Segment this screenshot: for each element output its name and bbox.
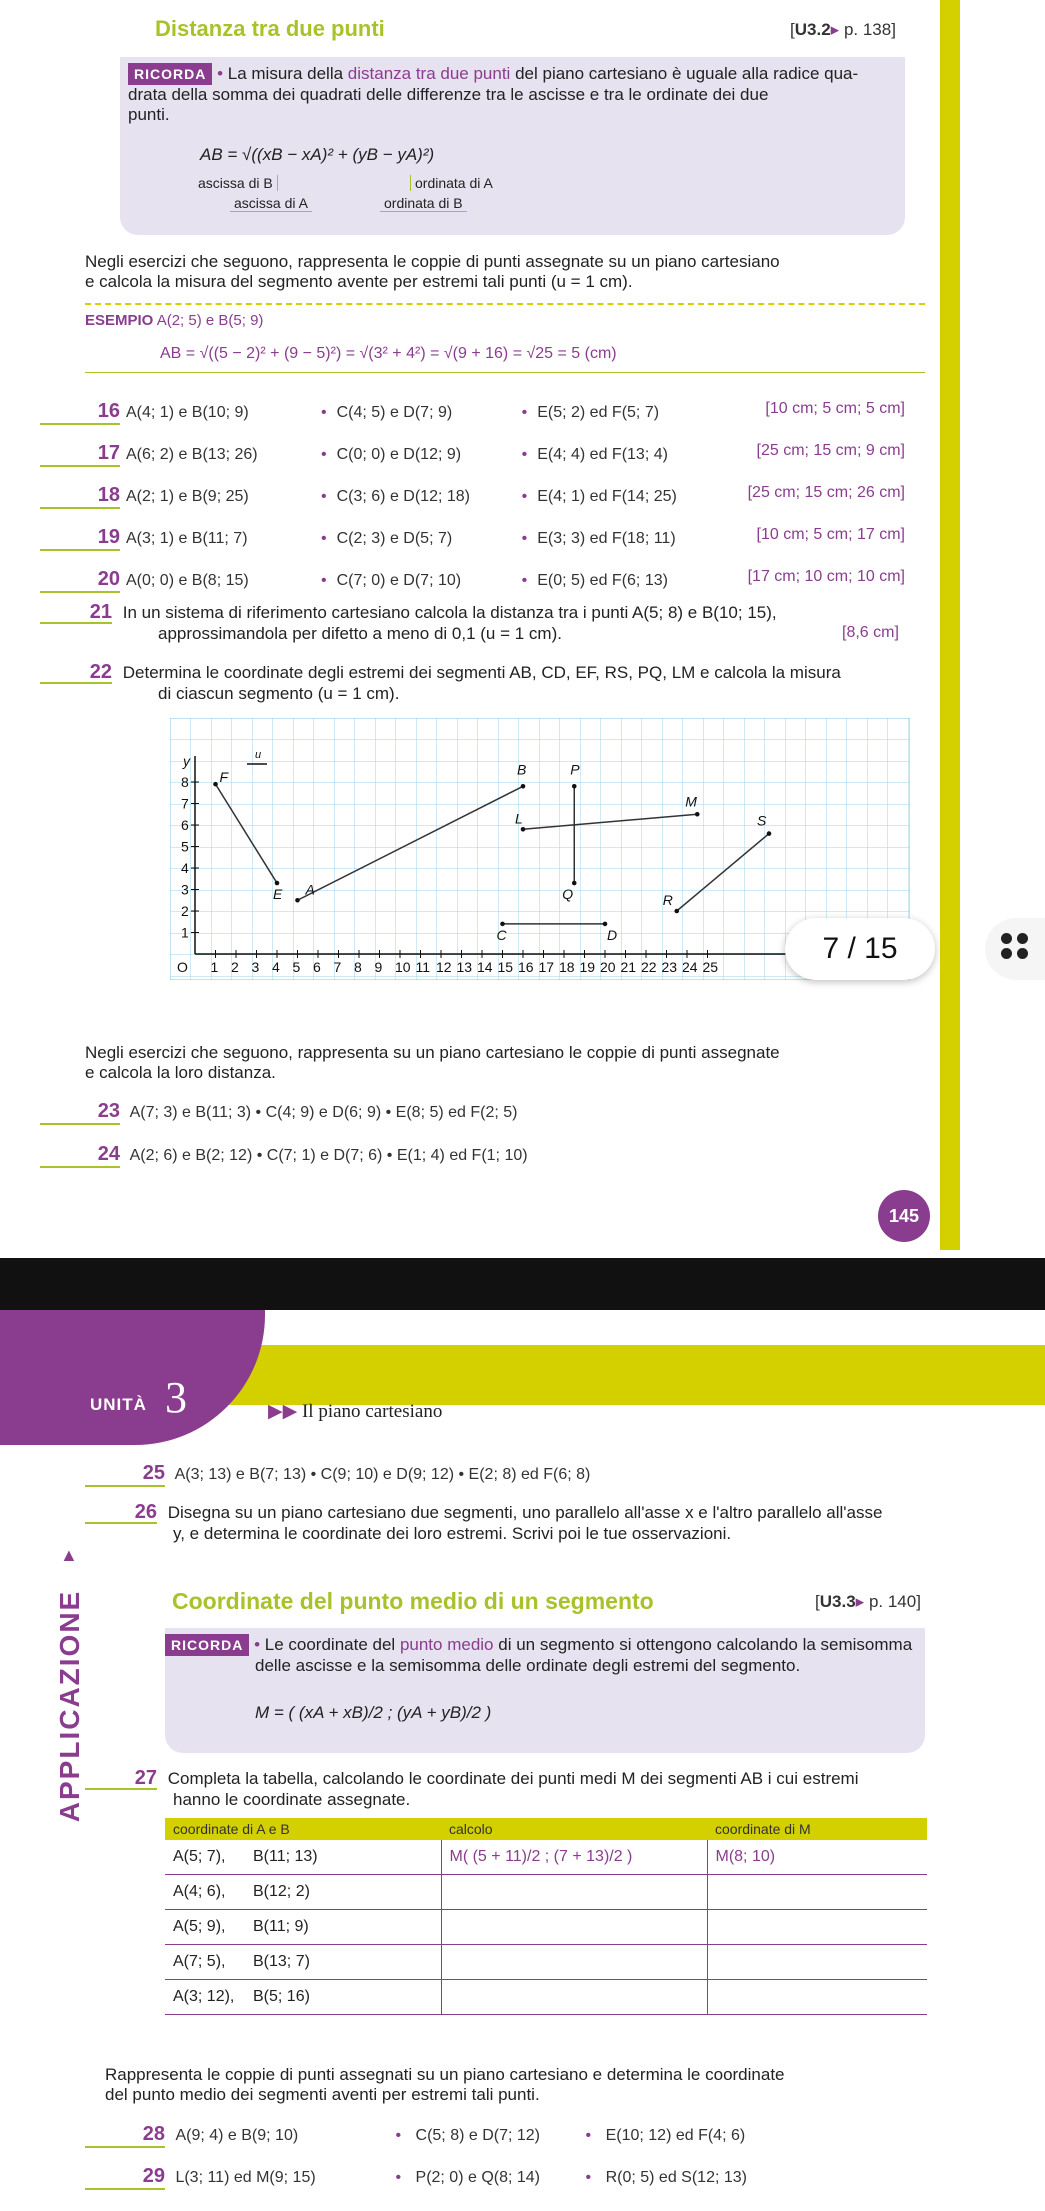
point-Q — [572, 881, 577, 886]
exercise-23 — [40, 1100, 517, 1125]
x-tick-label: 10 — [395, 959, 411, 975]
point-b: B(11; 9) — [253, 1918, 309, 1935]
side-label — [40, 1545, 85, 1835]
point-label-A: A — [305, 881, 315, 898]
double-arrow-icon: ▶▶ — [268, 1401, 298, 1422]
table-cell-m[interactable] — [707, 1875, 927, 1910]
exercise-row: 19 A(3; 1) e B(11; 7) • C(2; 3) e D(5; 7) • E(3; 3) ed F(18; 11) — [40, 526, 676, 551]
table-cell-calc[interactable] — [441, 1840, 707, 1875]
intro-text — [85, 252, 925, 292]
point-label-C: C — [496, 926, 507, 943]
exercise-28-c: E(10; 12) ed F(4; 6) — [605, 2127, 746, 2144]
point-label-F: F — [219, 769, 229, 786]
ricorda-label: RICORDA — [165, 1634, 249, 1656]
table-cell-calc[interactable] — [441, 1910, 707, 1945]
ricorda-highlight: distanza tra due punti — [347, 64, 511, 83]
intro-line-2: e calcola la misura del segmento avente per estremi tali punti (u = 1 cm). — [85, 272, 633, 291]
table-header: coordinate di M — [707, 1818, 927, 1840]
x-tick-label: 1 — [210, 959, 219, 975]
exercise-answer: [10 cm; 5 cm; 17 cm] — [756, 526, 905, 543]
exercise-28: 28 A(9; 4) e B(9; 10) • C(5; 8) e D(7; 12) • E(10; 12) ed F(4; 6) — [85, 2123, 745, 2148]
exercise-item: A(6; 2) e B(13; 26) — [126, 446, 258, 463]
intro-2-line-1: Negli esercizi che seguono, rappresenta su un piano cartesiano le coppie di punti assegnate — [85, 1043, 780, 1062]
table-row — [165, 1840, 927, 1875]
x-tick-label: 25 — [702, 959, 719, 975]
exercise-23-text: A(7; 3) e B(11; 3) • C(4; 9) e D(6; 9) • E(8; 5) ed F(2; 5) — [129, 1104, 518, 1121]
outro-line-1: Rappresenta le coppie di punti assegnati su un piano cartesiano e determina le coordinate — [105, 2065, 785, 2084]
point-a: A(3; 12), — [173, 1988, 235, 2005]
exercise-item: A(4; 1) e B(10; 9) — [126, 404, 249, 421]
exercise-26-line-2: y, e determina le coordinate dei loro estremi. Scrivi poi le tue osservazioni. — [173, 1524, 732, 1543]
point-a: A(7; 5), — [173, 1953, 226, 1970]
point-a: A(4; 6), — [173, 1883, 226, 1900]
exercise-item: C(0; 0) e D(12; 9) — [336, 446, 462, 463]
ricorda-label: RICORDA — [128, 63, 212, 85]
page-indicator[interactable]: 7 / 15 — [785, 918, 935, 980]
y-tick-label: 8 — [181, 774, 189, 790]
midpoint-highlight: punto medio — [399, 1635, 494, 1654]
point-label-B: B — [517, 761, 527, 778]
x-tick-label: 15 — [497, 959, 514, 975]
unit-title — [268, 1400, 442, 1423]
exercise-29-a: L(3; 11) ed M(9; 15) — [175, 2169, 316, 2186]
page-margin — [960, 0, 1045, 1250]
table-row — [165, 1945, 927, 1980]
intro-2-line-2: e calcola la loro distanza. — [85, 1063, 276, 1082]
side-label-text: APPLICAZIONE — [54, 1589, 85, 1823]
ref-page: p. 140 — [868, 1592, 917, 1611]
ref-code: U3.3 — [819, 1592, 856, 1611]
x-tick-label: 3 — [251, 959, 260, 975]
exercise-number: 20 — [40, 568, 120, 593]
exercise-number: 23 — [40, 1100, 120, 1125]
point-M — [695, 812, 700, 817]
x-tick-label: 21 — [620, 959, 637, 975]
exercise-number: 28 — [85, 2123, 165, 2148]
exercise-26 — [85, 1502, 945, 1544]
exercise-number: 21 — [40, 602, 112, 624]
exercise-item: A(2; 1) e B(9; 25) — [126, 488, 249, 505]
ricorda-text-2: del piano cartesiano è uguale alla radice qua- — [515, 64, 859, 83]
midpoint-value: M(8; 10) — [715, 1848, 776, 1865]
y-tick-label: 4 — [181, 860, 189, 876]
midpoint-formula: M = ( (xA + xB)/2 ; (yA + yB)/2 ) — [255, 1703, 492, 1722]
exercise-answer: [17 cm; 10 cm; 10 cm] — [747, 568, 905, 585]
exercise-item: A(0; 0) e B(8; 15) — [126, 572, 249, 589]
table-row — [165, 1910, 927, 1945]
point-R — [674, 909, 679, 914]
x-tick-label: 12 — [436, 959, 452, 975]
exercise-22 — [40, 662, 920, 704]
x-tick-label: 22 — [641, 959, 657, 975]
exercise-number: 18 — [40, 484, 120, 509]
exercise-24 — [40, 1143, 528, 1168]
y-tick-label: 1 — [181, 924, 189, 941]
exercise-21-line-1: In un sistema di riferimento cartesiano calcola la distanza tra i punti A(5; 8) e B(10; 15), — [122, 603, 777, 622]
unit-badge — [0, 1310, 265, 1445]
point-F — [213, 782, 218, 787]
x-tick-label: 19 — [579, 959, 596, 975]
ref-page: p. 138 — [843, 20, 892, 39]
x-tick-label: 17 — [538, 959, 555, 975]
x-tick-label: 23 — [661, 959, 678, 975]
outro-line-2: del punto medio dei segmenti aventi per estremi tali punti. — [105, 2085, 540, 2104]
exercise-item: C(7; 0) e D(7; 10) — [336, 572, 462, 589]
point-b: B(5; 16) — [253, 1988, 310, 2005]
table-cell-calc[interactable] — [441, 1980, 707, 2015]
x-tick-label: 9 — [374, 959, 383, 975]
intro-2 — [85, 1043, 925, 1083]
x-tick-label: 13 — [456, 959, 473, 975]
exercise-25 — [85, 1462, 590, 1487]
exercise-25-text: A(3; 13) e B(7; 13) • C(9; 10) e D(9; 12) • E(2; 8) ed F(6; 8) — [174, 1466, 591, 1483]
label-ascissa-b: ascissa di B — [198, 175, 278, 191]
section-reference: [U3.2▸ p. 138] — [790, 20, 896, 39]
exercise-number: 19 — [40, 526, 120, 551]
exercise-28-a: A(9; 4) e B(9; 10) — [175, 2127, 299, 2144]
point-B — [521, 784, 526, 789]
exercise-24-text: A(2; 6) e B(2; 12) • C(7; 1) e D(7; 6) • E(1; 4) ed F(1; 10) — [129, 1147, 528, 1164]
origin-label: O — [177, 959, 188, 975]
table-cell-ab — [165, 1945, 441, 1980]
exercise-29-b: P(2; 0) e Q(8; 14) — [415, 2169, 541, 2186]
exercise-answer: [10 cm; 5 cm; 5 cm] — [765, 400, 905, 417]
exercise-row: 16 A(4; 1) e B(10; 9) • C(4; 5) e D(7; 9) • E(5; 2) ed F(5; 7) — [40, 400, 659, 425]
exercise-27-line-1: Completa la tabella, calcolando le coordinate dei punti medi M dei segmenti AB i cui estremi — [167, 1769, 859, 1788]
point-label-Q: Q — [562, 886, 574, 903]
exercise-item: C(4; 5) e D(7; 9) — [336, 404, 453, 421]
exercise-number: 22 — [40, 662, 112, 684]
x-tick-label: 20 — [600, 959, 616, 975]
point-label-L: L — [515, 810, 523, 827]
exercise-row: 20 A(0; 0) e B(8; 15) • C(7; 0) e D(7; 10) • E(0; 5) ed F(6; 13) — [40, 568, 668, 593]
exercise-number: 27 — [85, 1768, 157, 1790]
exercise-21 — [40, 602, 920, 644]
exercise-answer: [25 cm; 15 cm; 26 cm] — [747, 484, 905, 501]
intro-line-1: Negli esercizi che seguono, rappresenta le coppie di punti assegnate su un piano cartesiano — [85, 252, 780, 271]
point-a: A(5; 7), — [173, 1848, 226, 1865]
midpoint-ricorda-text: RICORDA • Le coordinate del punto medio di un segmento si ottengono calcolando la semisomma delle ascisse e la semisomma delle ordinate degli estremi del segmento. — [165, 1634, 920, 1676]
midpoint-text-1: Le coordinate del — [264, 1635, 396, 1654]
table-cell-ab — [165, 1840, 441, 1875]
x-tick-label: 8 — [354, 959, 362, 975]
table-cell-m[interactable] — [707, 1945, 927, 1980]
ref-code: U3.2 — [794, 20, 831, 39]
table-cell-m[interactable] — [707, 1910, 927, 1945]
x-tick-label: 18 — [559, 959, 575, 975]
esempio-header — [85, 312, 263, 329]
table-cell-calc[interactable] — [441, 1945, 707, 1980]
table-cell-ab — [165, 1910, 441, 1945]
exercise-21-answer: [8,6 cm] — [842, 624, 899, 641]
point-b: B(12; 2) — [253, 1883, 310, 1900]
more-options-icon[interactable] — [985, 918, 1045, 980]
table-row — [165, 1875, 927, 1910]
y-tick-label: 6 — [181, 817, 189, 833]
page-edge-bar — [940, 0, 960, 1250]
point-label-E: E — [273, 886, 283, 903]
y-tick-label: 2 — [181, 903, 189, 919]
exercise-number: 26 — [85, 1502, 157, 1524]
point-label-S: S — [757, 812, 767, 829]
table-cell-calc[interactable] — [441, 1875, 707, 1910]
x-tick-label: 11 — [415, 959, 431, 975]
table-cell-m[interactable] — [707, 1980, 927, 2015]
point-C — [500, 922, 505, 927]
x-tick-label: 24 — [682, 959, 698, 975]
midpoint-reference: [U3.3▸ p. 140] — [815, 1592, 921, 1611]
unit-label: UNITÀ — [90, 1395, 147, 1414]
exercise-22-line-1: Determina le coordinate degli estremi dei segmenti AB, CD, EF, RS, PQ, LM e calcola la misura — [122, 663, 841, 682]
point-label-P: P — [570, 761, 580, 778]
ricorda-text-1: La misura della — [227, 64, 344, 83]
ricorda-line-2: drata della somma dei quadrati delle differenze tra le ascisse e tra le ordinate dei due — [128, 85, 769, 104]
exercise-28-b: C(5; 8) e D(7; 12) — [415, 2127, 540, 2144]
esempio-divider — [85, 303, 925, 305]
exercise-29-c: R(0; 5) ed S(12; 13) — [605, 2169, 747, 2186]
midpoint-ricorda-box — [165, 1628, 925, 1753]
exercise-item: E(4; 1) ed F(14; 25) — [537, 488, 677, 505]
point-E — [275, 881, 280, 886]
exercise-27-line-2: hanno le coordinate assegnate. — [173, 1790, 411, 1809]
table-cell-ab — [165, 1980, 441, 2015]
esempio-points: A(2; 5) e B(5; 9) — [156, 312, 264, 329]
distance-formula: AB = √((xB − xA)² + (yB − yA)²) — [200, 145, 435, 164]
esempio-label: ESEMPIO — [85, 312, 154, 329]
x-tick-label: 4 — [272, 959, 280, 975]
midpoint-table — [165, 1818, 927, 2015]
exercise-item: E(3; 3) ed F(18; 11) — [537, 530, 676, 547]
table-row — [165, 1980, 927, 2015]
exercise-number: 17 — [40, 442, 120, 467]
exercise-number: 29 — [85, 2165, 165, 2190]
exercise-row: 18 A(2; 1) e B(9; 25) • C(3; 6) e D(12; 18) • E(4; 1) ed F(14; 25) — [40, 484, 677, 509]
ricorda-line-3: punti. — [128, 105, 170, 124]
point-S — [767, 831, 772, 836]
exercise-item: E(0; 5) ed F(6; 13) — [537, 572, 668, 589]
exercise-number: 25 — [85, 1462, 165, 1487]
midpoint-line-2: delle ascisse e la semisomma delle ordinate degli estremi del segmento. — [255, 1656, 801, 1675]
exercise-22-line-2: di ciascun segmento (u = 1 cm). — [158, 684, 400, 703]
exercise-answer: [25 cm; 15 cm; 9 cm] — [756, 442, 905, 459]
label-ordinata-a: ordinata di A — [410, 175, 493, 191]
y-tick-label: 5 — [181, 838, 189, 855]
unit-title-text: Il piano cartesiano — [301, 1401, 443, 1422]
outro-text — [105, 2065, 945, 2105]
point-b: B(13; 7) — [253, 1953, 310, 1970]
y-tick-label: 7 — [181, 795, 189, 812]
exercise-27 — [85, 1768, 945, 1810]
midpoint-text-2: di un segmento si ottengono calcolando la semisomma — [498, 1635, 913, 1654]
midpoint-title: Coordinate del punto medio di un segmento — [172, 1588, 654, 1614]
x-tick-label: 5 — [292, 959, 301, 975]
point-L — [521, 827, 526, 832]
exercise-item: A(3; 1) e B(11; 7) — [126, 530, 248, 547]
table-header-row — [165, 1818, 927, 1840]
y-axis-label: y — [183, 753, 190, 769]
label-ascissa-a: ascissa di A — [230, 195, 312, 212]
side-arrow-icon: ▲ — [60, 1545, 78, 1565]
exercise-item: E(5; 2) ed F(5; 7) — [537, 404, 660, 421]
esempio-end-line — [85, 372, 925, 373]
point-label-R: R — [662, 892, 673, 908]
x-tick-label: 16 — [518, 959, 534, 975]
ricorda-text: RICORDA • La misura della distanza tra due punti del piano cartesiano è uguale alla radice qua- drata della somma dei quadrati delle differenze tra le ascisse e tra le ordinate dei due punti. — [128, 64, 859, 124]
exercise-29: 29 L(3; 11) ed M(9; 15) • P(2; 0) e Q(8; 14) • R(0; 5) ed S(12; 13) — [85, 2165, 747, 2190]
point-D — [603, 922, 608, 927]
unit-label: u — [255, 749, 262, 761]
table-header: calcolo — [441, 1818, 707, 1840]
exercise-row: 17 A(6; 2) e B(13; 26) • C(0; 0) e D(12; 9) • E(4; 4) ed F(13; 4) — [40, 442, 668, 467]
point-b: B(11; 13) — [253, 1848, 318, 1865]
exercise-item: C(3; 6) e D(12; 18) — [336, 488, 470, 505]
x-tick-label: 6 — [313, 959, 321, 975]
page-separator — [0, 1258, 1045, 1310]
point-P — [572, 784, 577, 789]
table-cell-m[interactable] — [707, 1840, 927, 1875]
exercise-item: C(2; 3) e D(5; 7) — [336, 530, 453, 547]
exercise-number: 24 — [40, 1143, 120, 1168]
ricorda-box — [120, 57, 905, 235]
table-cell-ab — [165, 1875, 441, 1910]
table-header: coordinate di A e B — [165, 1818, 441, 1840]
x-tick-label: 7 — [333, 959, 342, 975]
calc-value: M( (5 + 11)/2 ; (7 + 13)/2 ) — [449, 1848, 633, 1865]
label-ordinata-b: ordinata di B — [380, 195, 467, 212]
unit-number: 3 — [165, 1373, 187, 1422]
x-tick-label: 2 — [231, 959, 239, 975]
section-title: Distanza tra due punti — [155, 16, 385, 41]
x-tick-label: 14 — [477, 959, 493, 975]
point-label-M: M — [685, 793, 697, 810]
exercise-item: E(4; 4) ed F(13; 4) — [537, 446, 668, 463]
point-A — [295, 898, 300, 903]
esempio-formula: AB = √((5 − 2)² + (9 − 5)²) = √(3² + 4²) = √(9 + 16) = √25 = 5 (cm) — [160, 345, 617, 362]
exercise-26-line-1: Disegna su un piano cartesiano due segmenti, uno parallelo all'asse x e l'altro parallelo all'asse — [167, 1503, 883, 1522]
y-tick-label: 3 — [181, 881, 189, 898]
exercise-21-line-2: approssimandola per difetto a meno di 0,1 (u = 1 cm). — [158, 624, 562, 643]
exercise-number: 16 — [40, 400, 120, 425]
point-label-D: D — [607, 926, 618, 943]
page-number: 145 — [878, 1190, 930, 1242]
point-a: A(5; 9), — [173, 1918, 226, 1935]
